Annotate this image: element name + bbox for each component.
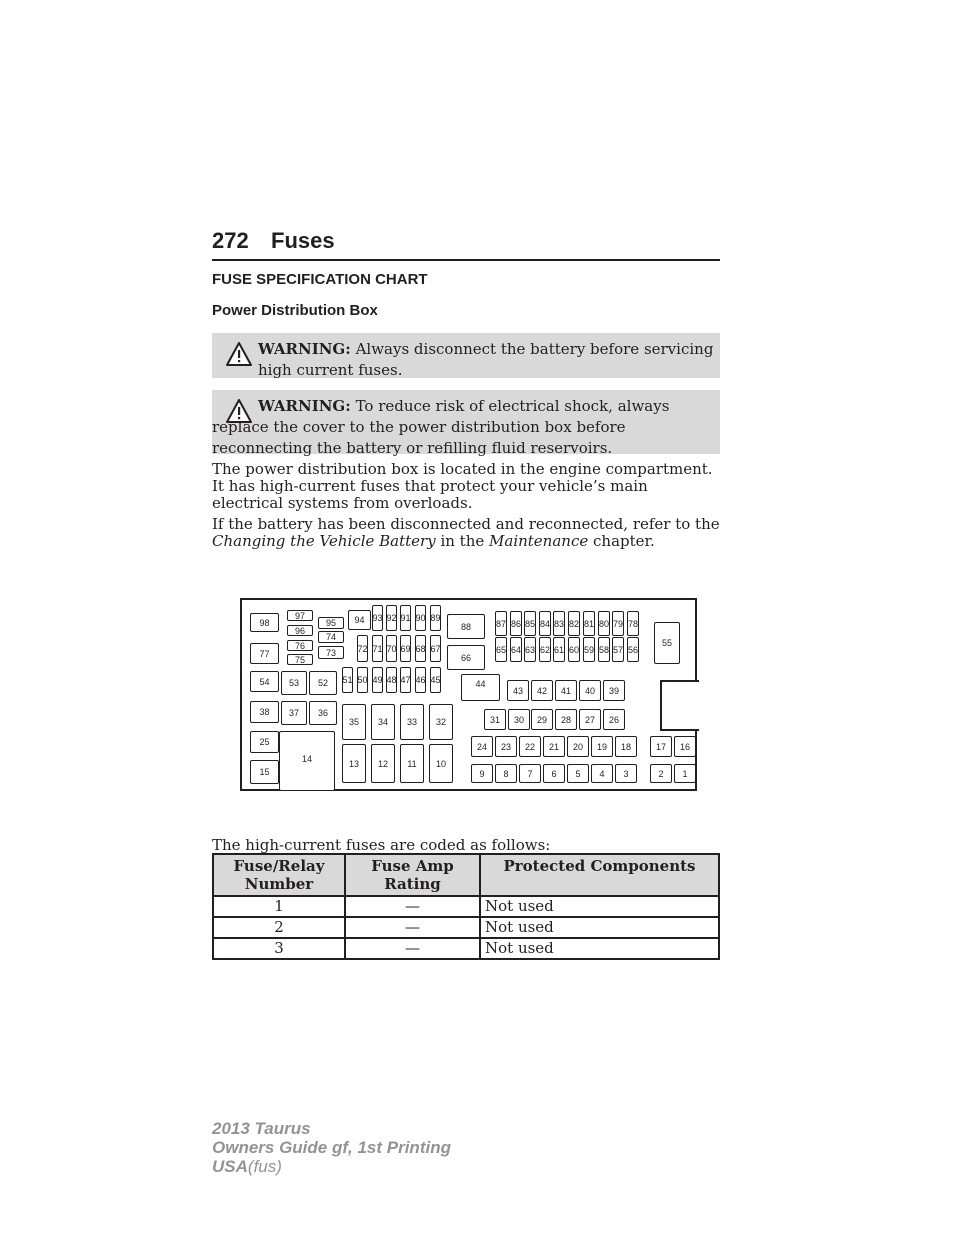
warning-box-2	[212, 390, 720, 457]
battery-reference-paragraph: If the battery has been disconnected and reconnected, refer to the Changing the Vehicle Battery in the Maintenance chapter.	[212, 515, 720, 550]
fuse-slot-97: 97	[287, 610, 313, 621]
fuse-slot-84: 84	[539, 611, 551, 636]
fuse-slot-62: 62	[539, 637, 551, 662]
table-row	[213, 917, 719, 938]
fuse-slot-52: 52	[309, 671, 337, 695]
fuse-slot-1: 1	[674, 764, 696, 783]
fuse-slot-47: 47	[400, 667, 411, 693]
fuse-slot-82: 82	[568, 611, 580, 636]
fuse-slot-37: 37	[281, 701, 307, 725]
fuse-slot-18: 18	[615, 736, 637, 757]
warning-text-2: WARNING: To reduce risk of electrical shock, always replace the cover to the power distribution box before reconnecting the battery or refilling fluid reservoirs.	[212, 397, 670, 457]
fuse-slot-27: 27	[579, 709, 601, 730]
fuse-slot-41: 41	[555, 680, 577, 701]
fuse-slot-96: 96	[287, 625, 313, 636]
fuse-slot-46: 46	[415, 667, 426, 693]
fuse-slot-8: 8	[495, 764, 517, 783]
fuse-slot-38: 38	[250, 701, 279, 723]
warning-icon	[226, 342, 252, 366]
fuse-slot-77: 77	[250, 643, 279, 664]
fuse-slot-95: 95	[318, 617, 344, 629]
warning-text-1: WARNING: Always disconnect the battery before servicing high current fuses.	[258, 340, 714, 379]
fuse-slot-85: 85	[524, 611, 536, 636]
page-number: 272	[212, 228, 249, 253]
fuse-slot-13: 13	[342, 744, 366, 783]
fuse-box-diagram	[240, 598, 697, 791]
fuse-slot-26: 26	[603, 709, 625, 730]
fuse-slot-87: 87	[495, 611, 507, 636]
fuse-number-cell: 3	[213, 938, 345, 959]
fuse-slot-36: 36	[309, 701, 337, 725]
fuse-slot-23: 23	[495, 736, 517, 757]
table-row	[213, 896, 719, 917]
fuse-slot-57: 57	[612, 637, 624, 662]
fuse-slot-19: 19	[591, 736, 613, 757]
protected-components-cell: Not used	[480, 938, 719, 959]
fuse-slot-89: 89	[430, 605, 441, 631]
fuse-slot-3: 3	[615, 764, 637, 783]
fuse-slot-83: 83	[553, 611, 565, 636]
fuse-slot-66: 66	[447, 645, 485, 670]
fuse-slot-93: 93	[372, 605, 383, 631]
fuse-slot-64: 64	[510, 637, 522, 662]
fuse-slot-58: 58	[598, 637, 610, 662]
link-maintenance: Maintenance	[489, 532, 589, 550]
subsection-title: Power Distribution Box	[212, 302, 378, 319]
fuse-slot-48: 48	[386, 667, 397, 693]
fuse-slot-5: 5	[567, 764, 589, 783]
fuse-slot-80: 80	[598, 611, 610, 636]
fuse-slot-31: 31	[484, 709, 506, 730]
fuse-slot-65: 65	[495, 637, 507, 662]
footer-line-2: Owners Guide gf, 1st Printing	[212, 1138, 451, 1157]
fuse-slot-33: 33	[400, 704, 424, 740]
fuse-spec-table	[212, 853, 720, 960]
column-header: Protected Components	[480, 854, 719, 896]
fuse-slot-44: 44	[461, 674, 500, 701]
protected-components-cell: Not used	[480, 896, 719, 917]
column-header: Fuse Amp Rating	[345, 854, 480, 896]
fuse-slot-40: 40	[579, 680, 601, 701]
fuse-slot-6: 6	[543, 764, 565, 783]
fuse-slot-72: 72	[357, 635, 368, 662]
amp-rating-cell: —	[345, 896, 480, 917]
fuse-slot-20: 20	[567, 736, 589, 757]
fuse-slot-73: 73	[318, 646, 344, 659]
fuse-slot-24: 24	[471, 736, 493, 757]
fuse-slot-39: 39	[603, 680, 625, 701]
fuse-slot-7: 7	[519, 764, 541, 783]
table-row	[213, 938, 719, 959]
fuse-slot-59: 59	[583, 637, 595, 662]
fuse-slot-81: 81	[583, 611, 595, 636]
fuse-slot-50: 50	[357, 667, 368, 693]
fuse-slot-11: 11	[400, 744, 424, 783]
fuse-slot-34: 34	[371, 704, 395, 740]
fuse-slot-15: 15	[250, 760, 279, 784]
table-caption: The high-current fuses are coded as follows:	[212, 836, 551, 854]
fuse-slot-4: 4	[591, 764, 613, 783]
fuse-slot-98: 98	[250, 613, 279, 632]
fuse-slot-42: 42	[531, 680, 553, 701]
fuse-slot-21: 21	[543, 736, 565, 757]
fuse-slot-91: 91	[400, 605, 411, 631]
fuse-slot-16: 16	[674, 736, 696, 757]
fuse-slot-30: 30	[508, 709, 530, 730]
fuse-slot-92: 92	[386, 605, 397, 631]
fuse-slot-79: 79	[612, 611, 624, 636]
link-changing-battery: Changing the Vehicle Battery	[212, 532, 436, 550]
fuse-slot-14: 14	[279, 731, 335, 791]
fuse-slot-53: 53	[281, 671, 307, 695]
protected-components-cell: Not used	[480, 917, 719, 938]
fuse-slot-90: 90	[415, 605, 426, 631]
fuse-slot-32: 32	[429, 704, 453, 740]
section-title: FUSE SPECIFICATION CHART	[212, 271, 428, 288]
fuse-slot-67: 67	[430, 635, 441, 662]
fuse-slot-75: 75	[287, 654, 313, 665]
fuse-slot-28: 28	[555, 709, 577, 730]
fuse-slot-69: 69	[400, 635, 411, 662]
fuse-slot-68: 68	[415, 635, 426, 662]
fuse-slot-17: 17	[650, 736, 672, 757]
intro-paragraph: The power distribution box is located in the engine compartment. It has high-current fuses that protect your vehicle’s main electrical systems from overloads.	[212, 460, 713, 512]
fuse-slot-61: 61	[553, 637, 565, 662]
page-header-title: Fuses	[271, 228, 335, 253]
fuse-slot-54: 54	[250, 671, 279, 692]
fuse-slot-22: 22	[519, 736, 541, 757]
fuse-number-cell: 2	[213, 917, 345, 938]
header-rule	[212, 259, 720, 261]
fuse-slot-25: 25	[250, 731, 279, 753]
amp-rating-cell: —	[345, 917, 480, 938]
warning-box-1	[212, 333, 720, 378]
fuse-slot-29: 29	[531, 709, 553, 730]
fuse-slot-63: 63	[524, 637, 536, 662]
footer-line-3: USA(fus)	[212, 1157, 282, 1176]
fuse-slot-9: 9	[471, 764, 493, 783]
fuse-slot-56: 56	[627, 637, 639, 662]
fuse-slot-86: 86	[510, 611, 522, 636]
column-header: Fuse/Relay Number	[213, 854, 345, 896]
fuse-slot-60: 60	[568, 637, 580, 662]
fuse-slot-49: 49	[372, 667, 383, 693]
fuse-slot-51: 51	[342, 667, 353, 693]
fuse-slot-45: 45	[430, 667, 441, 693]
footer-line-1: 2013 Taurus	[212, 1119, 311, 1138]
fuse-slot-94: 94	[348, 610, 371, 630]
fuse-slot-10: 10	[429, 744, 453, 783]
footer	[212, 1119, 451, 1176]
fuse-slot-12: 12	[371, 744, 395, 783]
fuse-number-cell: 1	[213, 896, 345, 917]
fuse-slot-70: 70	[386, 635, 397, 662]
fuse-slot-2: 2	[650, 764, 672, 783]
fuse-slot-76: 76	[287, 640, 313, 651]
fuse-slot-35: 35	[342, 704, 366, 740]
fuse-slot-43: 43	[507, 680, 529, 701]
fuse-slot-78: 78	[627, 611, 639, 636]
amp-rating-cell: —	[345, 938, 480, 959]
fuse-slot-88: 88	[447, 614, 485, 639]
fuse-slot-71: 71	[372, 635, 383, 662]
diagram-notch	[660, 680, 699, 731]
fuse-slot-74: 74	[318, 631, 344, 643]
fuse-slot-55: 55	[654, 622, 680, 664]
